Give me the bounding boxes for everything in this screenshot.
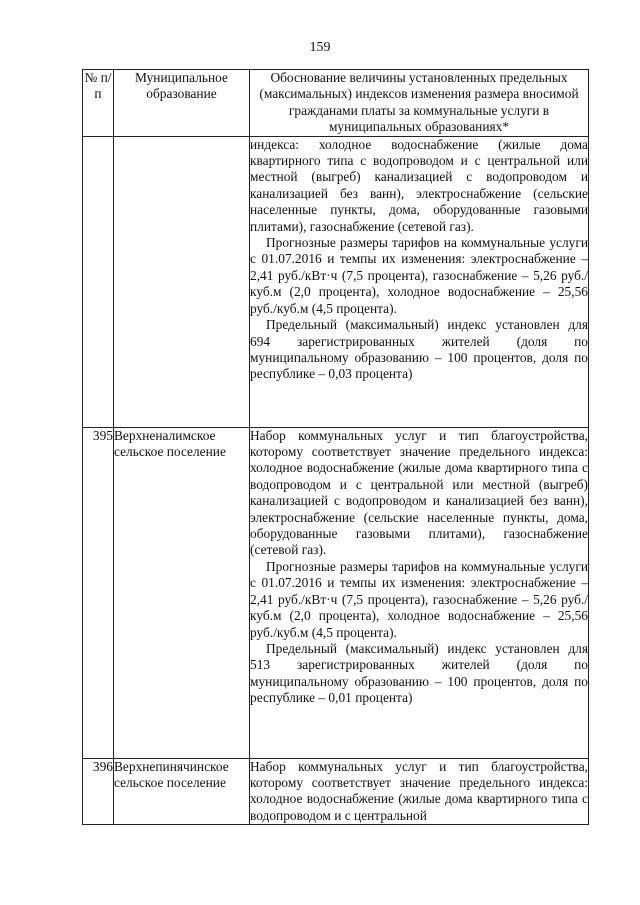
row-municipality xyxy=(114,136,250,427)
paragraph: Прогнозные размеры тарифов на коммунальные услуги с 01.07.2016 и темпы их изменения: электроснабжение – 2,41 руб./кВт·ч (7,5 процента), газоснабжение – 5,26 руб./куб.м (2,0 процента), холодное водоснабжение – 25,56 руб./куб.м (4,5 процента). xyxy=(250,235,588,316)
paragraph: индекса: холодное водоснабжение (жилые дома квартирного типа с водопроводом и с центральной или местной (выгреб) канализацией с водопроводом и канализацией без ванн), электроснабжение (сельские населенные пункты, дома, оборудованные газовыми плитами), газоснабжение (сетевой газ). xyxy=(250,136,588,234)
header-justification: Обоснование величины установленных предельных (максимальных) индексов изменения размера вносимой гражданами платы за коммунальные услуги в муниципальных образованиях* xyxy=(250,70,589,137)
page-number: 159 xyxy=(309,40,331,55)
row-justification xyxy=(250,758,589,825)
indices-table xyxy=(82,69,589,825)
paragraph: Набор коммунальных услуг и тип благоустройства, которому соответствует значение предельного индекса: холодное водоснабжение (жилые дома квартирного типа с водопроводом и с центральной или местной (выгреб) канализацией с водопроводом и канализацией без ванн), электроснабжение (сельские населенные пункты, дома, оборудованные газовыми плитами), газоснабжение (сетевой газ). xyxy=(250,427,588,558)
row-justification xyxy=(250,427,589,758)
row-justification xyxy=(250,136,589,427)
paragraph: Предельный (максимальный) индекс установлен для 694 зарегистрированных жителей (доля по муниципальному образованию – 100 процентов, доля по республике – 0,03 процента) xyxy=(250,317,588,382)
row-municipality: Верхненалимское сельское поселение xyxy=(114,427,250,758)
row-number xyxy=(83,136,114,427)
table-row xyxy=(83,758,589,825)
paragraph: Предельный (максимальный) индекс установлен для 513 зарегистрированных жителей (доля по муниципальному образованию – 100 процентов, доля по республике – 0,01 процента) xyxy=(250,640,588,706)
table-header-row xyxy=(83,70,589,137)
table-row xyxy=(83,427,589,758)
header-num: № п/п xyxy=(83,70,114,137)
paragraph: Набор коммунальных услуг и тип благоустройства, которому соответствует значение предельного индекса: холодное водоснабжение (жилые дома квартирного типа с водопроводом и с центральной xyxy=(250,758,588,823)
row-municipality: Верхнепинячинское сельское поселение xyxy=(114,758,250,825)
table-row xyxy=(83,136,589,427)
row-number: 396 xyxy=(83,758,114,825)
paragraph: Прогнозные размеры тарифов на коммунальные услуги с 01.07.2016 и темпы их изменения: электроснабжение – 2,41 руб./кВт·ч (7,5 процента), газоснабжение – 5,26 руб./куб.м (2,0 процента), холодное водоснабжение – 25,56 руб./куб.м (4,5 процента). xyxy=(250,558,588,640)
row-number: 395 xyxy=(83,427,114,758)
header-municipality: Муниципальное образование xyxy=(114,70,250,137)
